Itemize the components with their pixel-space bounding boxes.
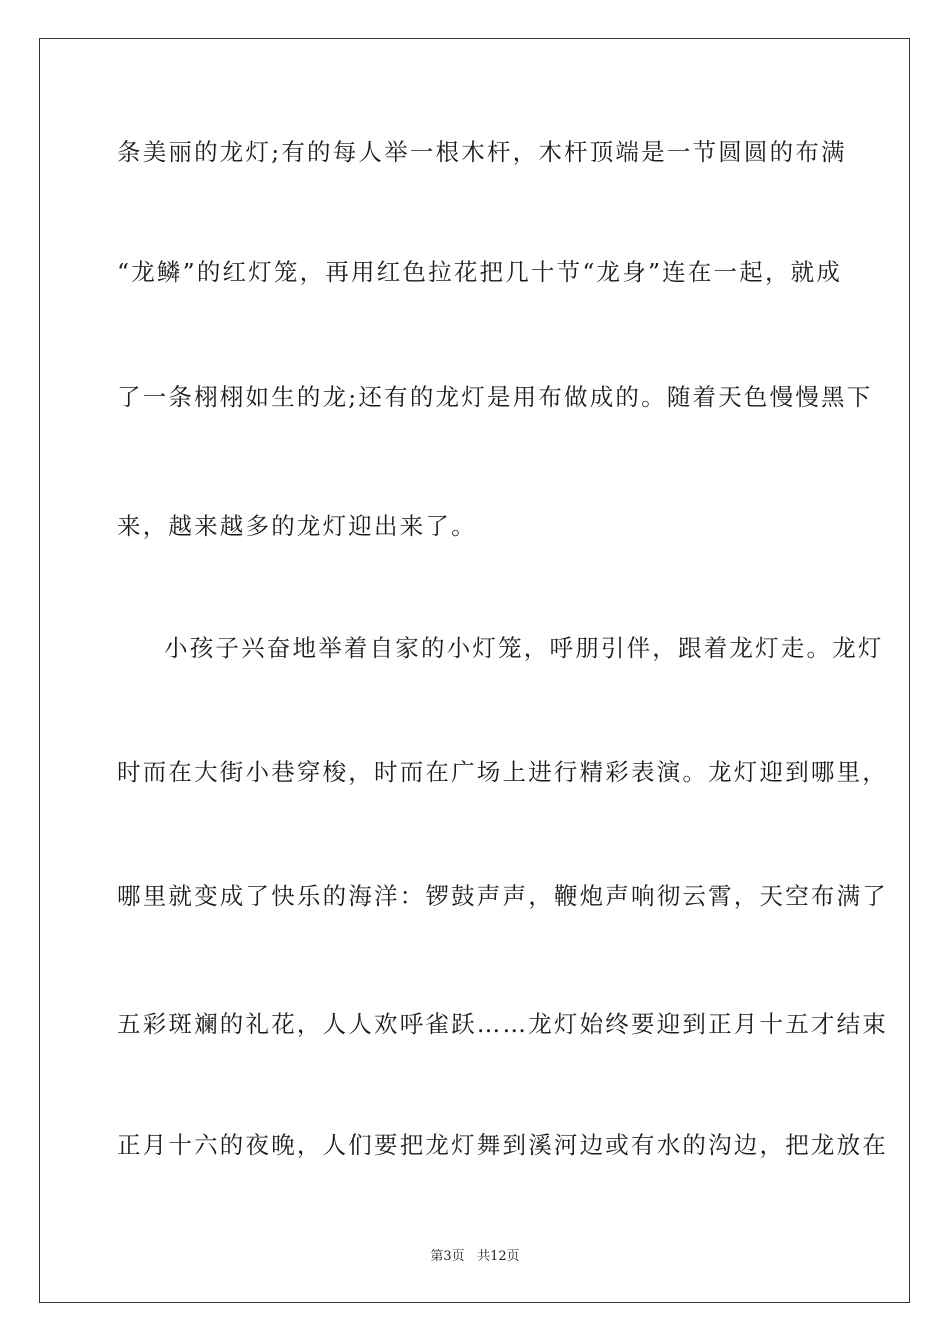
text-line: 来，越来越多的龙灯迎出来了。 (117, 512, 477, 540)
text-line: 正月十六的夜晚，人们要把龙灯舞到溪河边或有水的沟边，把龙放在 (117, 1131, 888, 1159)
paragraph-first-line: 小孩子兴奋地举着自家的小灯笼，呼朋引伴，跟着龙灯走。龙灯 (164, 634, 884, 662)
text-line: 条美丽的龙灯;有的每人举一根木杆，木杆顶端是一节圆圆的布满 (117, 138, 847, 166)
page-total: 共12页 (477, 1249, 520, 1264)
text-line: 哪里就变成了快乐的海洋：锣鼓声声，鞭炮声响彻云霄，天空布满了 (117, 882, 888, 910)
page-footer (0, 1249, 950, 1265)
text-line: 了一条栩栩如生的龙;还有的龙灯是用布做成的。随着天色慢慢黑下 (117, 383, 873, 411)
text-line: “龙鳞”的红灯笼，再用红色拉花把几十节“龙身”连在一起，就成 (117, 258, 843, 286)
text-line: 时而在大街小巷穿梭，时而在广场上进行精彩表演。龙灯迎到哪里， (117, 758, 888, 786)
page-border (39, 38, 910, 1303)
page-number: 第3页 (430, 1249, 465, 1264)
text-line: 五彩斑斓的礼花，人人欢呼雀跃……龙灯始终要迎到正月十五才结束 (117, 1010, 888, 1038)
